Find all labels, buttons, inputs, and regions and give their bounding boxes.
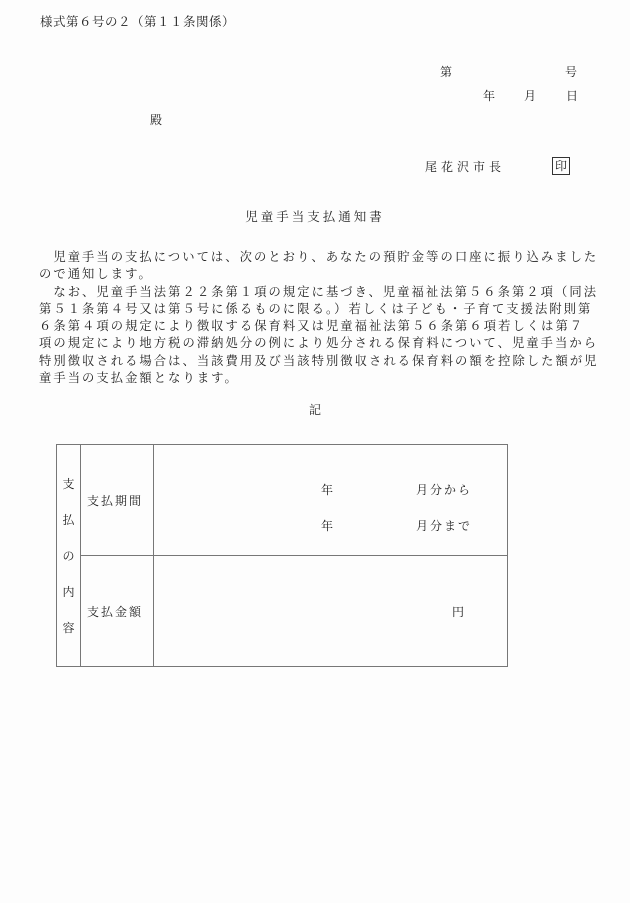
- document-number-prefix: 第: [440, 65, 453, 79]
- payment-period-field[interactable]: [154, 445, 508, 556]
- payment-details-table: [56, 444, 508, 667]
- body-line: 項の規定により地方税の滞納処分の例により処分される保育料について、児童手当から: [39, 336, 599, 351]
- body-line: 児童手当の支払については、次のとおり、あなたの預貯金等の口座に振り込みました: [39, 250, 599, 264]
- from-month-label: 月分から: [416, 483, 473, 497]
- from-year-label: 年: [321, 483, 336, 497]
- ki-heading: 記: [308, 403, 321, 417]
- body-line: 童手当の支払金額となります。: [39, 371, 239, 386]
- vertical-heading-char: 内: [62, 585, 75, 599]
- document-number-suffix: 号: [565, 65, 578, 79]
- vertical-heading-char: 容: [62, 621, 75, 635]
- body-line: ので通知します。: [39, 267, 153, 282]
- payment-period-label: 支払期間: [81, 445, 154, 556]
- payment-amount-field[interactable]: [154, 556, 508, 667]
- form-number: 様式第６号の２（第１１条関係）: [40, 14, 236, 29]
- issuer-name: 尾花沢市長: [425, 160, 506, 174]
- yen-unit: 円: [452, 605, 467, 619]
- body-line: 特別徴収される場合は、当該費用及び当該特別徴収される保育料の額を控除した額が児: [39, 353, 599, 368]
- to-month-label: 月分まで: [416, 519, 473, 533]
- to-year-label: 年: [321, 519, 336, 533]
- payment-amount-label: 支払金額: [81, 556, 154, 667]
- body-line: なお、児童手当法第２２条第１項の規定に基づき、児童福祉法第５６条第２項（同法: [39, 284, 599, 299]
- document-title: 児童手当支払通知書: [245, 209, 385, 224]
- seal-box: 印: [552, 157, 570, 175]
- vertical-heading-cell: [57, 445, 81, 667]
- body-line: ６条第４項の規定により徴収する保育料又は児童福祉法第５６条第６項若しくは第７: [39, 319, 585, 334]
- date-day-label: 日: [566, 89, 579, 103]
- addressee-honorific: 殿: [150, 113, 163, 127]
- body-paragraphs: [39, 249, 599, 387]
- date-year-label: 年: [483, 89, 496, 103]
- body-line: 第５１条第４号又は第５号に係るものに限る。）若しくは子ども・子育て支援法附則第: [39, 301, 593, 316]
- vertical-heading-char: の: [62, 549, 75, 563]
- vertical-heading-char: 払: [62, 513, 75, 527]
- vertical-heading-char: 支: [62, 477, 75, 491]
- date-month-label: 月: [524, 89, 537, 103]
